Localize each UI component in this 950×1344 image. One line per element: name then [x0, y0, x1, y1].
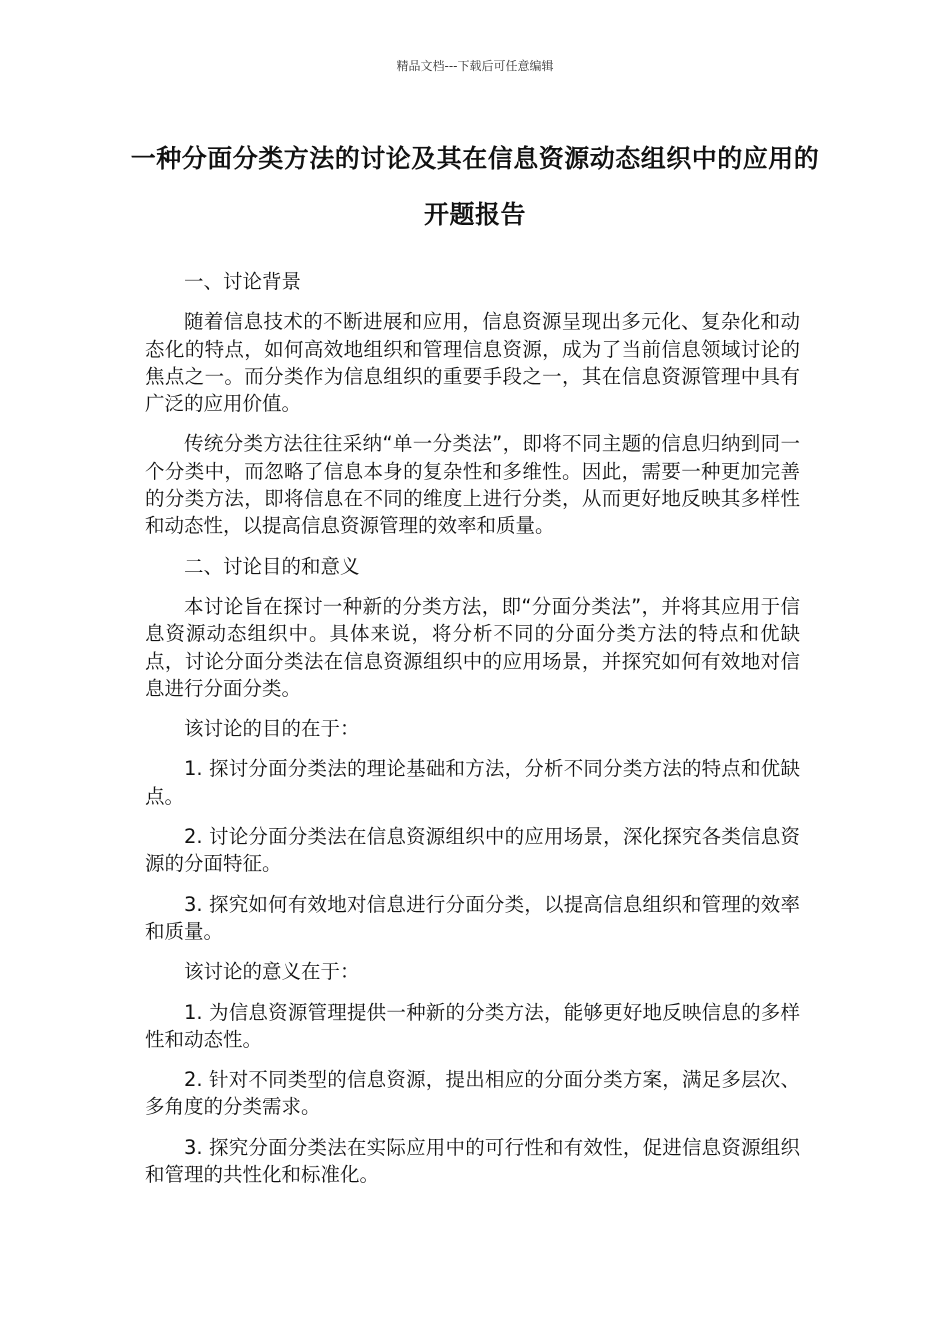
list-item: 2. 讨论分面分类法在信息资源组织中的应用场景，深化探究各类信息资源的分面特征。	[145, 825, 800, 876]
section-heading-background: 一、讨论背景	[184, 270, 302, 293]
list-item: 1. 探讨分面分类法的理论基础和方法，分析不同分类方法的特点和优缺点。	[145, 757, 800, 808]
list-item: 1. 为信息资源管理提供一种新的分类方法，能够更好地反映信息的多样性和动态性。	[145, 1000, 800, 1051]
paragraph: 该讨论的意义在于：	[184, 960, 360, 984]
paragraph: 该讨论的目的在于：	[184, 717, 360, 741]
section-heading-purpose: 二、讨论目的和意义	[184, 554, 360, 578]
list-item: 3. 探究分面分类法在实际应用中的可行性和有效性，促进信息资源组织和管理的共性化和标准化。	[145, 1135, 800, 1187]
paragraph: 随着信息技术的不断进展和应用，信息资源呈现出多元化、复杂化和动态化的特点，如何高效地组织和管理信息资源，成为了当前信息领域讨论的焦点之一。而分类作为信息组织的重要手段之一，其在信息资源管理中具有广泛的应用价值。	[145, 310, 800, 416]
paragraph: 传统分类方法往往采纳“单一分类法”，即将不同主题的信息归纳到同一个分类中，而忽略了信息本身的复杂性和多维性。因此，需要一种更加完善的分类方法，即将信息在不同的维度上进行分类，从而更好地反映其多样性和动态性，以提高信息资源管理的效率和质量。	[145, 432, 800, 538]
document-body	[145, 268, 800, 1201]
list-item: 2. 针对不同类型的信息资源，提出相应的分面分类方案，满足多层次、多角度的分类需求。	[145, 1068, 800, 1119]
document-title: 一种分面分类方法的讨论及其在信息资源动态组织中的应用的开题报告	[130, 144, 820, 229]
list-item: 3. 探究如何有效地对信息进行分面分类，以提高信息组织和管理的效率和质量。	[145, 892, 800, 943]
paragraph: 本讨论旨在探讨一种新的分类方法，即“分面分类法”，并将其应用于信息资源动态组织中。具体来说，将分析不同的分面分类方法的特点和优缺点，讨论分面分类法在信息资源组织中的应用场景，并探究如何有效地对信息进行分面分类。	[145, 594, 800, 700]
header-note: 精品文档---下载后可任意编辑	[396, 59, 554, 73]
